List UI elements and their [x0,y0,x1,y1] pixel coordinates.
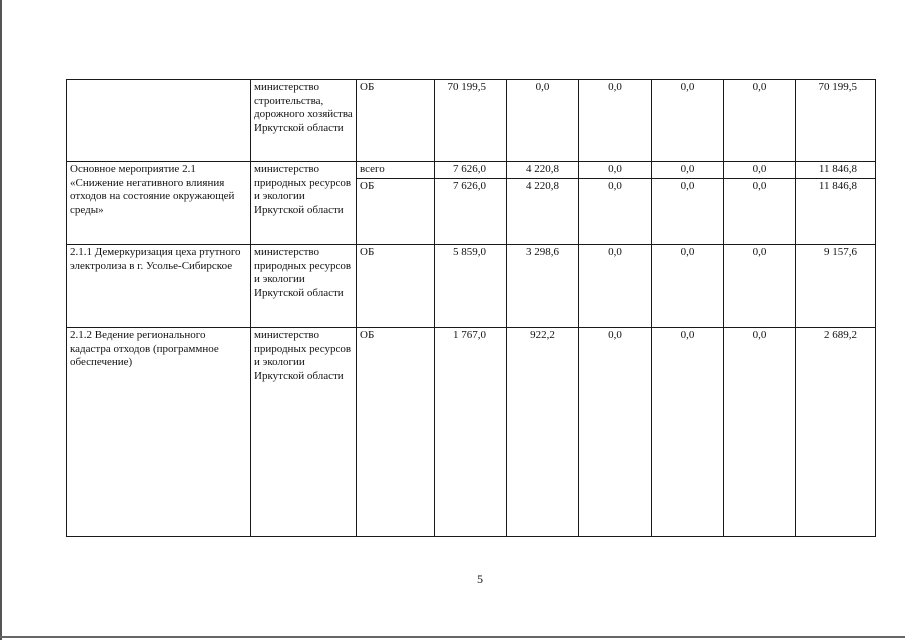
value-cell: 3 298,6 [507,245,579,328]
value-cell: 4 220,8 [507,162,579,179]
measure-name-cell: Основное мероприятие 2.1 «Снижение негативного влияния отходов на состояние окружающей среды» [67,162,251,245]
value-cell: 0,0 [652,80,724,162]
value-cell: 0,0 [724,80,796,162]
source-cell: ОБ [357,80,435,162]
value-cell: 0,0 [507,80,579,162]
value-cell: 0,0 [579,80,652,162]
table-row [67,245,876,328]
table-row [67,80,876,162]
value-cell: 922,2 [507,328,579,537]
executor-cell: министерство природных ресурсов и экологии Иркутской области [251,162,357,245]
value-cell: 0,0 [579,162,652,179]
value-cell: 0,0 [652,162,724,179]
executor-cell: министерство природных ресурсов и экологии Иркутской области [251,328,357,537]
scan-bottom-edge [0,636,905,638]
value-cell: 0,0 [724,328,796,537]
value-cell: 0,0 [724,179,796,245]
value-cell: 0,0 [652,328,724,537]
measure-name-cell: 2.1.1 Демеркуризация цеха ртутного электролиза в г. Усолье-Сибирское [67,245,251,328]
value-cell: 0,0 [579,179,652,245]
scan-left-edge [0,0,2,640]
total-cell: 70 199,5 [796,80,876,162]
value-cell: 0,0 [724,245,796,328]
measure-name-cell [67,80,251,162]
value-cell: 4 220,8 [507,179,579,245]
value-cell: 5 859,0 [435,245,507,328]
table-row [67,328,876,537]
page-number: 5 [477,572,483,586]
value-cell: 0,0 [652,245,724,328]
source-cell: всего [357,162,435,179]
value-cell: 1 767,0 [435,328,507,537]
value-cell: 0,0 [724,162,796,179]
total-cell: 9 157,6 [796,245,876,328]
source-cell: ОБ [357,328,435,537]
total-cell: 11 846,8 [796,179,876,245]
value-cell: 7 626,0 [435,162,507,179]
source-cell: ОБ [357,245,435,328]
budget-table [66,79,876,537]
value-cell: 0,0 [579,245,652,328]
value-cell: 70 199,5 [435,80,507,162]
total-cell: 2 689,2 [796,328,876,537]
table-row [67,162,876,179]
measure-name-cell: 2.1.2 Ведение регионального кадастра отходов (программное обеспечение) [67,328,251,537]
total-cell: 11 846,8 [796,162,876,179]
value-cell: 7 626,0 [435,179,507,245]
executor-cell: министерство природных ресурсов и экологии Иркутской области [251,245,357,328]
executor-cell: министерство строительства, дорожного хозяйства Иркутской области [251,80,357,162]
source-cell: ОБ [357,179,435,245]
value-cell: 0,0 [579,328,652,537]
value-cell: 0,0 [652,179,724,245]
